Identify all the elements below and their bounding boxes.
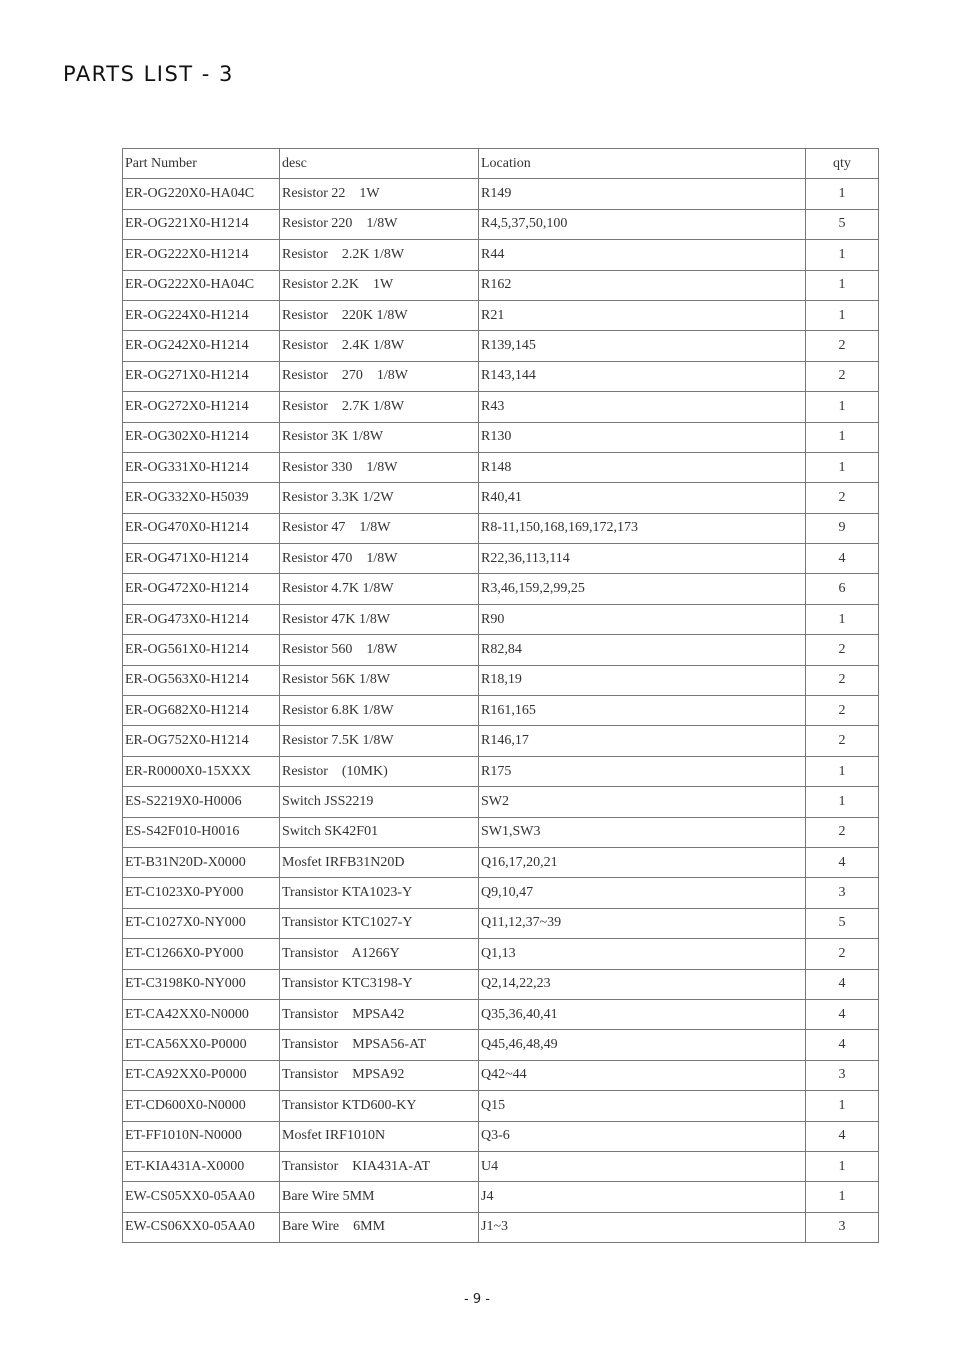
part-number-cell: ER-OG302X0-H1214	[123, 422, 280, 452]
location-cell: R8-11,150,168,169,172,173	[479, 513, 806, 543]
table-row	[123, 179, 879, 209]
table-row	[123, 544, 879, 574]
qty-cell: 6	[806, 574, 879, 604]
location-cell: Q2,14,22,23	[479, 969, 806, 999]
qty-cell: 2	[806, 939, 879, 969]
part-number-cell: ER-OG471X0-H1214	[123, 544, 280, 574]
header-desc: desc	[280, 149, 479, 179]
part-number-cell: ET-FF1010N-N0000	[123, 1121, 280, 1151]
part-number-cell: ER-OG272X0-H1214	[123, 392, 280, 422]
qty-cell: 4	[806, 1121, 879, 1151]
desc-cell: Switch SK42F01	[280, 817, 479, 847]
table-row	[123, 483, 879, 513]
qty-cell: 4	[806, 544, 879, 574]
location-cell: R4,5,37,50,100	[479, 209, 806, 239]
desc-cell: Resistor 2.2K 1W	[280, 270, 479, 300]
table-row	[123, 240, 879, 270]
part-number-cell: ER-OG221X0-H1214	[123, 209, 280, 239]
table-row	[123, 392, 879, 422]
table-row	[123, 878, 879, 908]
part-number-cell: ES-S42F010-H0016	[123, 817, 280, 847]
desc-cell: Transistor MPSA56-AT	[280, 1030, 479, 1060]
table-row	[123, 270, 879, 300]
part-number-cell: EW-CS05XX0-05AA0	[123, 1182, 280, 1212]
location-cell: Q45,46,48,49	[479, 1030, 806, 1060]
location-cell: Q9,10,47	[479, 878, 806, 908]
part-number-cell: ET-CD600X0-N0000	[123, 1091, 280, 1121]
location-cell: Q15	[479, 1091, 806, 1121]
desc-cell: Resistor 2.4K 1/8W	[280, 331, 479, 361]
page-title: PARTS LIST - 3	[63, 62, 234, 86]
part-number-cell: ER-OG682X0-H1214	[123, 696, 280, 726]
qty-cell: 2	[806, 635, 879, 665]
qty-cell: 4	[806, 847, 879, 877]
part-number-cell: ET-C1266X0-PY000	[123, 939, 280, 969]
parts-table	[122, 148, 879, 1243]
desc-cell: Resistor 22 1W	[280, 179, 479, 209]
qty-cell: 4	[806, 999, 879, 1029]
part-number-cell: ET-B31N20D-X0000	[123, 847, 280, 877]
qty-cell: 9	[806, 513, 879, 543]
location-cell: Q16,17,20,21	[479, 847, 806, 877]
part-number-cell: ER-OG271X0-H1214	[123, 361, 280, 391]
desc-cell: Transistor KTA1023-Y	[280, 878, 479, 908]
qty-cell: 2	[806, 726, 879, 756]
table-row	[123, 665, 879, 695]
location-cell: R40,41	[479, 483, 806, 513]
page-number: - 9 -	[464, 1292, 490, 1307]
header-location: Location	[479, 149, 806, 179]
location-cell: SW2	[479, 787, 806, 817]
desc-cell: Transistor KTC1027-Y	[280, 908, 479, 938]
table-row	[123, 574, 879, 604]
qty-cell: 1	[806, 787, 879, 817]
part-number-cell: ET-C1027X0-NY000	[123, 908, 280, 938]
qty-cell: 4	[806, 1030, 879, 1060]
location-cell: R175	[479, 756, 806, 786]
qty-cell: 1	[806, 270, 879, 300]
table-row	[123, 939, 879, 969]
qty-cell: 1	[806, 1151, 879, 1181]
desc-cell: Transistor KTC3198-Y	[280, 969, 479, 999]
location-cell: R3,46,159,2,99,25	[479, 574, 806, 604]
table-row	[123, 1182, 879, 1212]
table-row	[123, 756, 879, 786]
location-cell: Q3-6	[479, 1121, 806, 1151]
header-qty: qty	[806, 149, 879, 179]
part-number-cell: ER-OG473X0-H1214	[123, 604, 280, 634]
desc-cell: Resistor 3.3K 1/2W	[280, 483, 479, 513]
table-row	[123, 604, 879, 634]
qty-cell: 3	[806, 1060, 879, 1090]
desc-cell: Resistor 47K 1/8W	[280, 604, 479, 634]
location-cell: Q35,36,40,41	[479, 999, 806, 1029]
table-row	[123, 422, 879, 452]
location-cell: Q42~44	[479, 1060, 806, 1090]
location-cell: J4	[479, 1182, 806, 1212]
parts-table-body	[123, 179, 879, 1243]
table-row	[123, 1030, 879, 1060]
qty-cell: 5	[806, 209, 879, 239]
table-row	[123, 908, 879, 938]
qty-cell: 4	[806, 969, 879, 999]
part-number-cell: ER-OG224X0-H1214	[123, 300, 280, 330]
part-number-cell: ET-CA42XX0-N0000	[123, 999, 280, 1029]
qty-cell: 1	[806, 452, 879, 482]
table-row	[123, 1091, 879, 1121]
desc-cell: Resistor 56K 1/8W	[280, 665, 479, 695]
desc-cell: Resistor 2.7K 1/8W	[280, 392, 479, 422]
table-row	[123, 1212, 879, 1242]
part-number-cell: ER-OG332X0-H5039	[123, 483, 280, 513]
location-cell: R22,36,113,114	[479, 544, 806, 574]
part-number-cell: ET-C1023X0-PY000	[123, 878, 280, 908]
table-row	[123, 1151, 879, 1181]
location-cell: Q11,12,37~39	[479, 908, 806, 938]
table-row	[123, 331, 879, 361]
desc-cell: Switch JSS2219	[280, 787, 479, 817]
part-number-cell: ER-OG222X0-H1214	[123, 240, 280, 270]
table-row	[123, 696, 879, 726]
table-row	[123, 969, 879, 999]
desc-cell: Resistor 6.8K 1/8W	[280, 696, 479, 726]
part-number-cell: ER-OG563X0-H1214	[123, 665, 280, 695]
qty-cell: 2	[806, 361, 879, 391]
desc-cell: Transistor KIA431A-AT	[280, 1151, 479, 1181]
desc-cell: Resistor 47 1/8W	[280, 513, 479, 543]
location-cell: R90	[479, 604, 806, 634]
location-cell: R18,19	[479, 665, 806, 695]
qty-cell: 1	[806, 756, 879, 786]
desc-cell: Bare Wire 5MM	[280, 1182, 479, 1212]
part-number-cell: ET-CA56XX0-P0000	[123, 1030, 280, 1060]
part-number-cell: ER-OG561X0-H1214	[123, 635, 280, 665]
qty-cell: 2	[806, 331, 879, 361]
location-cell: R161,165	[479, 696, 806, 726]
location-cell: R162	[479, 270, 806, 300]
qty-cell: 2	[806, 665, 879, 695]
part-number-cell: ER-OG472X0-H1214	[123, 574, 280, 604]
desc-cell: Resistor 4.7K 1/8W	[280, 574, 479, 604]
table-row	[123, 209, 879, 239]
table-row	[123, 847, 879, 877]
part-number-cell: ET-KIA431A-X0000	[123, 1151, 280, 1181]
qty-cell: 1	[806, 300, 879, 330]
desc-cell: Resistor (10MK)	[280, 756, 479, 786]
table-row	[123, 999, 879, 1029]
desc-cell: Resistor 470 1/8W	[280, 544, 479, 574]
qty-cell: 1	[806, 1182, 879, 1212]
location-cell: J1~3	[479, 1212, 806, 1242]
desc-cell: Transistor A1266Y	[280, 939, 479, 969]
location-cell: R43	[479, 392, 806, 422]
qty-cell: 1	[806, 240, 879, 270]
location-cell: R149	[479, 179, 806, 209]
table-row	[123, 300, 879, 330]
desc-cell: Resistor 270 1/8W	[280, 361, 479, 391]
table-row	[123, 787, 879, 817]
desc-cell: Resistor 3K 1/8W	[280, 422, 479, 452]
qty-cell: 1	[806, 604, 879, 634]
qty-cell: 2	[806, 817, 879, 847]
qty-cell: 5	[806, 908, 879, 938]
qty-cell: 1	[806, 1091, 879, 1121]
header-part-number: Part Number	[123, 149, 280, 179]
part-number-cell: ER-OG222X0-HA04C	[123, 270, 280, 300]
table-row	[123, 635, 879, 665]
qty-cell: 1	[806, 392, 879, 422]
part-number-cell: ER-OG752X0-H1214	[123, 726, 280, 756]
desc-cell: Resistor 7.5K 1/8W	[280, 726, 479, 756]
desc-cell: Resistor 330 1/8W	[280, 452, 479, 482]
location-cell: R130	[479, 422, 806, 452]
table-row	[123, 361, 879, 391]
part-number-cell: ER-OG470X0-H1214	[123, 513, 280, 543]
table-row	[123, 452, 879, 482]
desc-cell: Transistor KTD600-KY	[280, 1091, 479, 1121]
location-cell: R139,145	[479, 331, 806, 361]
desc-cell: Transistor MPSA92	[280, 1060, 479, 1090]
part-number-cell: ET-C3198K0-NY000	[123, 969, 280, 999]
location-cell: SW1,SW3	[479, 817, 806, 847]
location-cell: Q1,13	[479, 939, 806, 969]
part-number-cell: EW-CS06XX0-05AA0	[123, 1212, 280, 1242]
table-row	[123, 817, 879, 847]
location-cell: R148	[479, 452, 806, 482]
part-number-cell: ET-CA92XX0-P0000	[123, 1060, 280, 1090]
desc-cell: Transistor MPSA42	[280, 999, 479, 1029]
table-row	[123, 1060, 879, 1090]
desc-cell: Resistor 220K 1/8W	[280, 300, 479, 330]
location-cell: R82,84	[479, 635, 806, 665]
table-row	[123, 513, 879, 543]
location-cell: U4	[479, 1151, 806, 1181]
part-number-cell: ES-S2219X0-H0006	[123, 787, 280, 817]
table-row	[123, 1121, 879, 1151]
location-cell: R21	[479, 300, 806, 330]
desc-cell: Mosfet IRF1010N	[280, 1121, 479, 1151]
desc-cell: Resistor 560 1/8W	[280, 635, 479, 665]
desc-cell: Resistor 220 1/8W	[280, 209, 479, 239]
qty-cell: 2	[806, 696, 879, 726]
qty-cell: 2	[806, 483, 879, 513]
part-number-cell: ER-OG242X0-H1214	[123, 331, 280, 361]
part-number-cell: ER-OG220X0-HA04C	[123, 179, 280, 209]
location-cell: R44	[479, 240, 806, 270]
desc-cell: Bare Wire 6MM	[280, 1212, 479, 1242]
part-number-cell: ER-OG331X0-H1214	[123, 452, 280, 482]
part-number-cell: ER-R0000X0-15XXX	[123, 756, 280, 786]
location-cell: R146,17	[479, 726, 806, 756]
table-header-row	[123, 149, 879, 179]
desc-cell: Resistor 2.2K 1/8W	[280, 240, 479, 270]
qty-cell: 1	[806, 179, 879, 209]
table-row	[123, 726, 879, 756]
desc-cell: Mosfet IRFB31N20D	[280, 847, 479, 877]
qty-cell: 1	[806, 422, 879, 452]
qty-cell: 3	[806, 1212, 879, 1242]
qty-cell: 3	[806, 878, 879, 908]
location-cell: R143,144	[479, 361, 806, 391]
